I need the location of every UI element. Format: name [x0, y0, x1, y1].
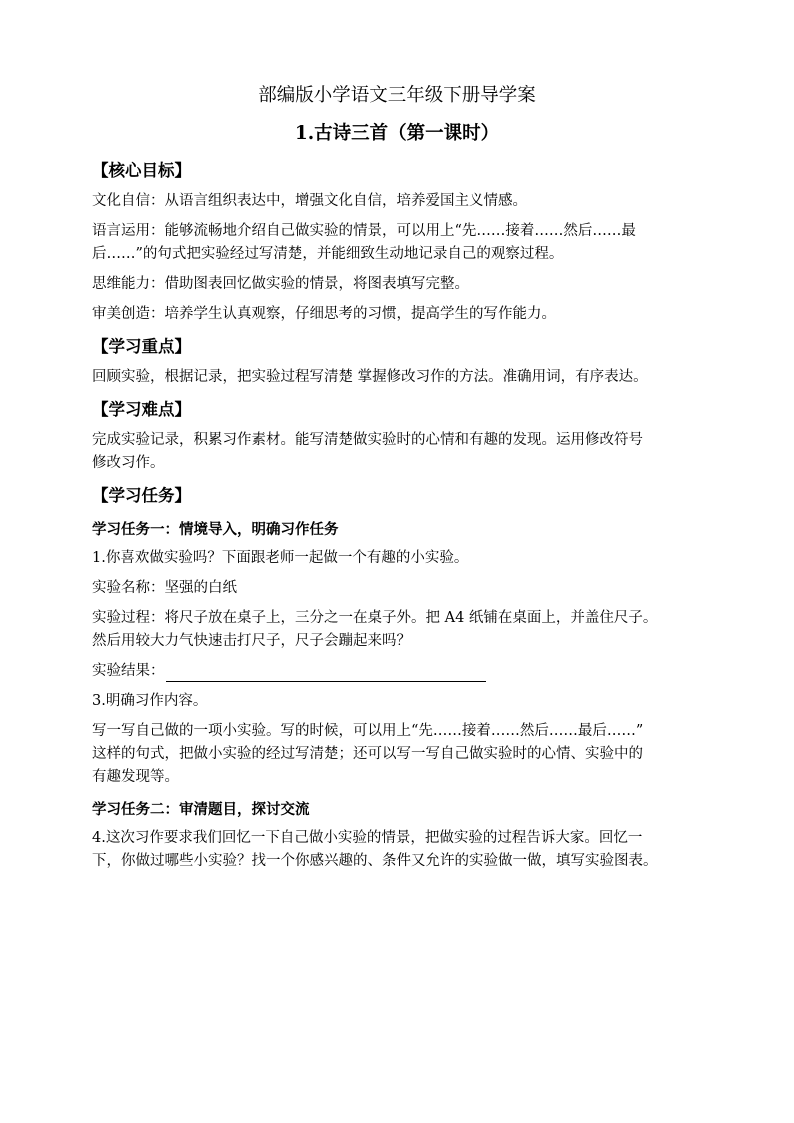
task-one-title: 学习任务一：情境导入，明确习作任务	[92, 521, 339, 538]
experiment-name: 实验名称：坚强的白纸	[92, 580, 237, 596]
experiment-process-2: 然后用较大力气快速击打尺子，尺子会蹦起来吗？	[92, 633, 411, 649]
core-paragraph-language-1: 语言运用：能够流畅地介绍自己做实验的情景，可以用上“先……接着……然后……最	[92, 223, 636, 239]
section-heading-focus: 【学习重点】	[92, 337, 191, 356]
core-paragraph-culture: 文化自信：从语言组织表达中，增强文化自信，培养爱国主义情感。	[92, 193, 527, 209]
difficulty-paragraph-2: 修改习作。	[92, 455, 165, 471]
core-paragraph-aesthetic: 审美创造：培养学生认真观察，仔细思考的习惯，提高学生的写作能力。	[92, 306, 556, 322]
section-heading-core: 【核心目标】	[92, 161, 191, 180]
experiment-process-1: 实验过程：将尺子放在桌子上，三分之一在桌子外。把 A4 纸铺在桌面上，并盖住尺子。	[92, 610, 658, 626]
writing-content-2: 这样的句式，把做小实验的经过写清楚；还可以写一写自己做实验时的心情、实验中的	[92, 746, 643, 762]
section-heading-tasks: 【学习任务】	[92, 486, 191, 505]
focus-paragraph: 回顾实验，根据记录，把实验过程写清楚 掌握修改习作的方法。准确用词，有序表达。	[92, 369, 648, 385]
writing-content-3: 有趣发现等。	[92, 769, 179, 785]
section-heading-difficulty: 【学习难点】	[92, 400, 191, 419]
doc-subtitle: 1.古诗三首（第一课时）	[294, 123, 500, 144]
task-two-question-4-1: 4.这次习作要求我们回忆一下自己做小实验的情景，把做实验的过程告诉大家。回忆一	[92, 830, 643, 846]
task-one-question-1: 1.你喜欢做实验吗？下面跟老师一起做一个有趣的小实验。	[92, 550, 469, 566]
experiment-result-blank[interactable]	[166, 665, 486, 682]
writing-content-1: 写一写自己做的一项小实验。写的时候，可以用上“先……接着……然后……最后……”	[92, 723, 644, 739]
task-two-title: 学习任务二：审清题目，探讨交流	[92, 801, 310, 818]
difficulty-paragraph-1: 完成实验记录，积累习作素材。能写清楚做实验时的心情和有趣的发现。运用修改符号	[92, 432, 643, 448]
experiment-result-label: 实验结果：	[92, 663, 165, 679]
core-paragraph-thinking: 思维能力：借助图表回忆做实验的情景，将图表填写完整。	[92, 276, 469, 292]
experiment-result-row	[92, 661, 702, 682]
task-two-question-4-2: 下，你做过哪些小实验？找一个你感兴趣的、条件又允许的实验做一做，填写实验图表。	[92, 853, 658, 869]
core-paragraph-language-2: 后……”的句式把实验经过写清楚，并能细致生动地记录自己的观察过程。	[92, 246, 564, 262]
doc-title: 部编版小学语文三年级下册导学案	[258, 85, 536, 106]
task-one-question-3: 3.明确习作内容。	[92, 693, 208, 709]
